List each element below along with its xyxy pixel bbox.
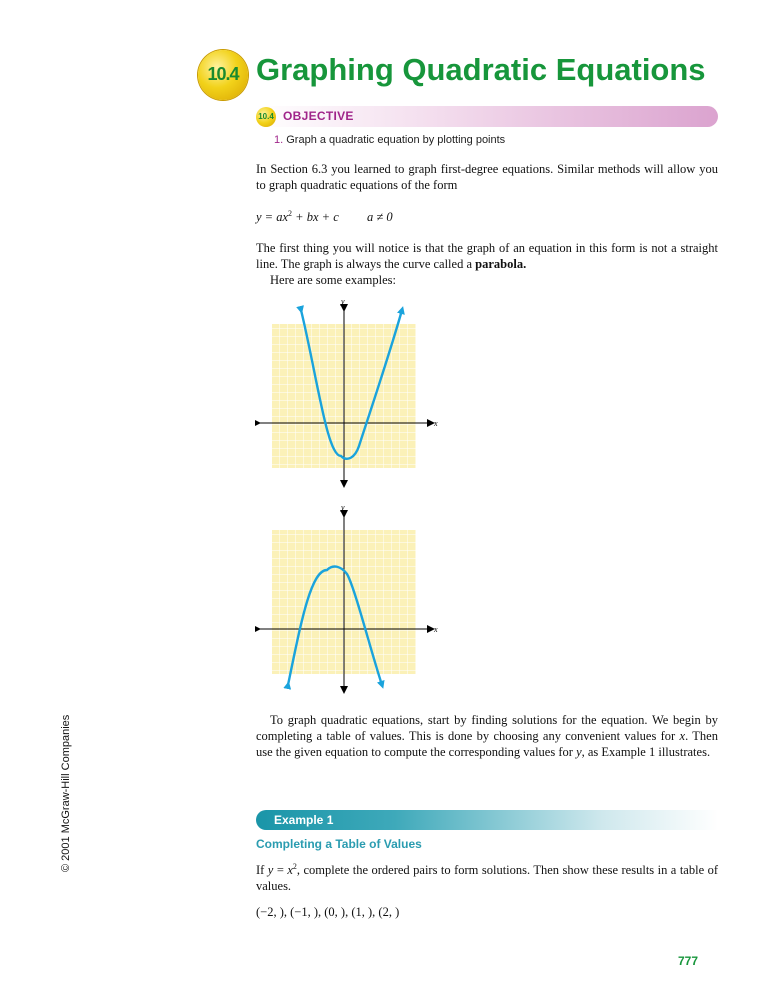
page-title: Graphing Quadratic Equations [256,52,706,87]
example-title: Example 1 [274,813,334,827]
example-text-e: , complete the ordered pairs to form solutions. Then show these results in a table of values. [256,863,718,894]
objective-badge-number: 10.4 [258,112,274,121]
example-text-c: = [273,863,288,878]
method-text-a: To graph quadratic equations, start by finding solutions for the equation. We begin by completing a table of values. This is done by choosing any convenient values for [256,713,718,743]
example-subtitle: Completing a Table of Values [256,837,422,851]
example-var-y: y [267,863,274,878]
section-number: 10.4 [207,64,239,84]
equation-lhs: y = ax [256,210,289,224]
page-number: 777 [678,954,699,968]
method-text-c: , as Example 1 illustrates. [581,745,711,759]
examples-intro: Here are some examples: [270,273,396,287]
equation-exponent: 2 [288,209,293,218]
x-axis-label: x [434,419,438,428]
equation-condition: a ≠ 0 [367,210,393,224]
example-var-x: x [287,863,293,878]
method-var-y: y [576,745,582,759]
example-instructions [256,859,718,894]
copyright-notice: © 2001 McGraw-Hill Companies [60,714,72,872]
x-axis-label: x [434,625,438,634]
objective-item [274,134,505,146]
parabola-term: parabola. [475,257,527,271]
objective-item-text: Graph a quadratic equation by plotting points [286,134,506,146]
method-paragraph [256,712,718,760]
parabola-graph-up [255,296,445,496]
example-text-a: If [256,863,268,878]
parabola-graph-down [255,502,445,694]
equation-rhs: + bx + c [292,210,339,224]
objective-label: OBJECTIVE [283,109,354,123]
parabola-text: The first thing you will notice is that the graph of an equation in this form is not a straight line. The graph is always the curve called a [256,241,718,271]
parabola-paragraph [256,240,718,272]
y-axis-label: y [341,297,345,306]
ordered-pairs: (−2, ), (−1, ), (0, ), (1, ), (2, ) [256,905,400,919]
quadratic-equation [256,209,393,225]
intro-paragraph: In Section 6.3 you learned to graph first-degree equations. Similar methods will allow you to graph quadratic equations of the form [256,162,718,192]
example-exponent: 2 [292,862,297,871]
method-var-x: x [679,729,686,743]
y-axis-label: y [341,503,345,512]
objective-item-number: 1. [274,134,284,146]
method-text-b: . Then use the given equation to compute the corresponding values for [256,729,718,759]
